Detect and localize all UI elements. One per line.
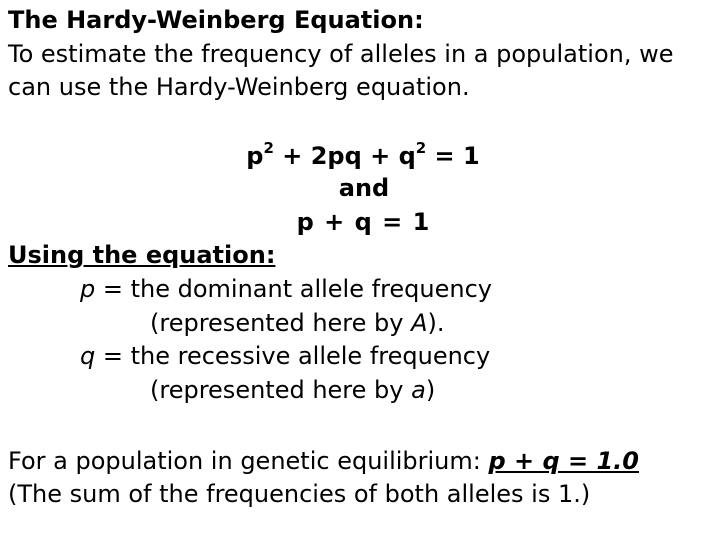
p-symbol: p [80, 275, 96, 303]
equilibrium-text: For a population in genetic equilibrium: [8, 447, 489, 475]
intro-line-2: can use the Hardy-Weinberg equation. [8, 73, 470, 101]
equilibrium-note: (The sum of the frequencies of both alleles is 1.) [8, 480, 591, 508]
equation-exponent-p: 2 [263, 139, 274, 157]
p-description: = the dominant allele frequency [95, 275, 492, 303]
q-note-prefix: (represented here by [150, 376, 412, 404]
equation-rhs: = 1 [426, 142, 480, 170]
q-note-suffix: ) [425, 376, 436, 404]
page-title: The Hardy-Weinberg Equation: [8, 6, 424, 34]
p-note-suffix: ). [427, 309, 445, 337]
equation-middle: + 2pq + q [273, 142, 416, 170]
intro-line-1: To estimate the frequency of alleles in a population, we [8, 40, 674, 68]
p-note [150, 307, 445, 339]
q-note [150, 374, 435, 406]
equation-term-p: p [246, 142, 264, 170]
q-symbol: q [80, 342, 96, 370]
p-definition [80, 273, 492, 305]
equilibrium-line [8, 445, 639, 477]
q-description: = the recessive allele frequency [95, 342, 491, 370]
p-note-prefix: (represented here by [150, 309, 412, 337]
hardy-weinberg-equation [3, 140, 720, 172]
equilibrium-formula: p + q = 1.0 [488, 447, 639, 475]
equation-connector: and [338, 174, 390, 202]
q-definition [80, 340, 490, 372]
equation-exponent-q: 2 [415, 139, 427, 157]
p-note-symbol: A [411, 309, 428, 337]
usage-heading: Using the equation: [8, 241, 276, 269]
q-note-symbol: a [411, 376, 426, 404]
allele-sum-equation: p + q = 1 [296, 208, 430, 236]
